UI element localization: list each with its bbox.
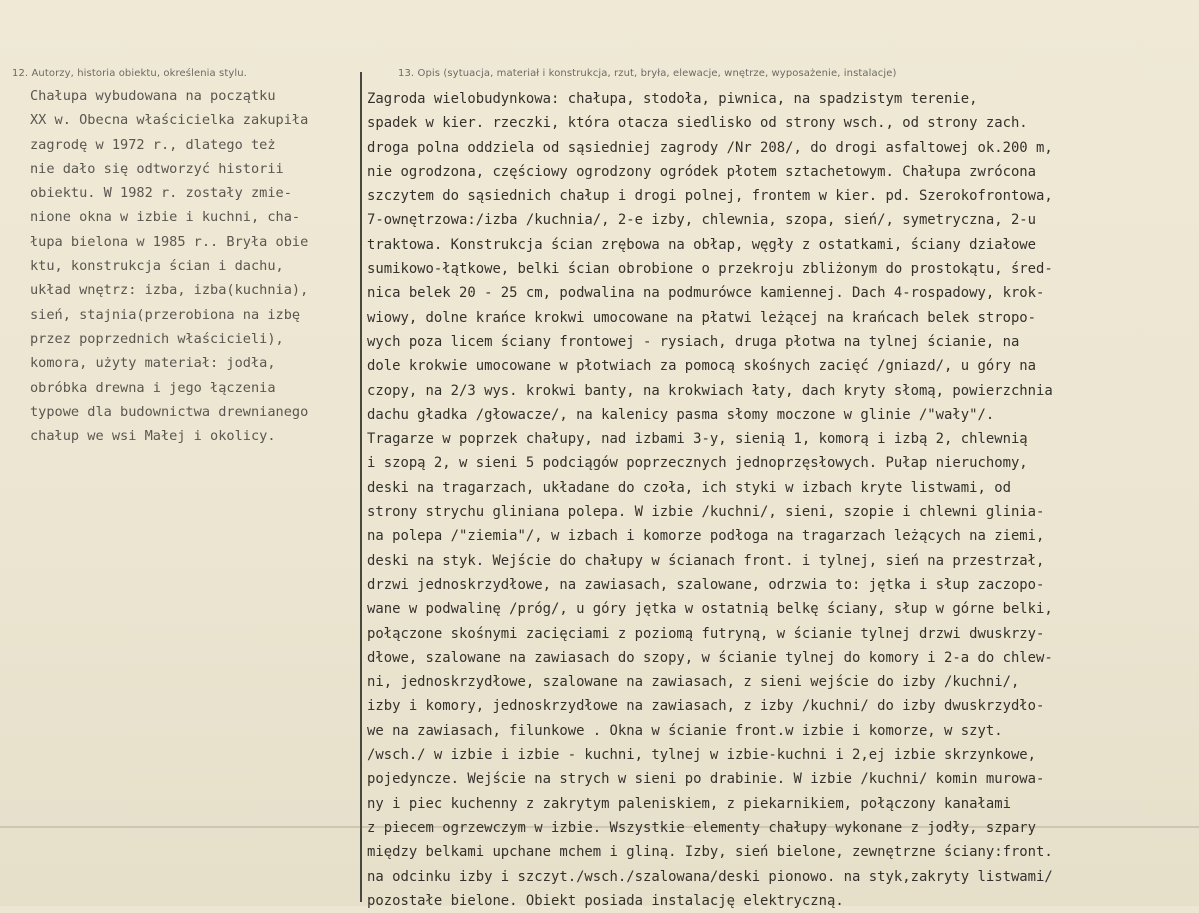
text-line: nione okna w izbie i kuchni, cha-	[30, 209, 301, 226]
text-line: Tragarze w poprzek chałupy, nad izbami 3-y, sienią 1, komorą i izbą 2, chlewnią	[367, 431, 1028, 448]
text-line: z piecem ogrzewczym w izbie. Wszystkie elementy chałupy wykonane z jodły, szpary	[367, 819, 1037, 836]
text-line: izby i komory, jednoskrzydłowe na zawiasach, z izby /kuchni/ do izby dwuskrzydło-	[367, 698, 1045, 715]
text-line: typowe dla budownictwa drewnianego	[30, 403, 309, 420]
text-line: i szopą 2, w sieni 5 podciągów poprzecznych jednoprzęsłowych. Pułap nieruchomy,	[367, 455, 1028, 472]
text-line: na polepa /"ziemia"/, w izbach i komorze podłoga na tragarzach leżących na ziemi,	[367, 528, 1045, 545]
text-line: traktowa. Konstrukcja ścian zrębowa na obłap, węgły z ostatkami, ściany działowe	[367, 236, 1037, 253]
text-line: sień, stajnia(przerobiona na izbę	[30, 306, 301, 323]
text-line: ny i piec kuchenny z zakrytym paleniskiem, z piekarnikiem, połączony kanałami	[367, 795, 1011, 812]
text-line: droga polna oddziela od sąsiedniej zagrody /Nr 208/, do drogi asfaltowej ok.200 m,	[367, 139, 1053, 156]
text-line: połączone skośnymi zacięciami z poziomą futryną, w ścianie tylnej drzwi dwuskrzy-	[367, 625, 1045, 642]
text-line: dachu gładka /głowacze/, na kalenicy pasma słomy moczone w glinie /"wały"/.	[367, 406, 995, 423]
text-line: spadek w kier. rzeczki, która otacza siedlisko od strony wsch., od strony zach.	[367, 115, 1028, 132]
text-line: Chałupa wybudowana na początku	[30, 88, 276, 104]
right-section-header: 13. Opis (sytuacja, materiał i konstrukcja, rzut, bryła, elewacje, wnętrze, wyposażenie, instalacje)	[398, 68, 897, 79]
text-line: wych poza licem ściany frontowej - rysiach, druga płotwa na tylnej ścianie, na	[367, 333, 1020, 350]
text-line: wane w podwalinę /próg/, u góry jętka w ostatnią belkę ściany, słup w górne belki,	[367, 601, 1053, 618]
text-line: nie dało się odtworzyć historii	[30, 160, 284, 177]
text-line: we na zawiasach, filunkowe . Okna w ścianie front.w izbie i komorze, w szyt.	[367, 722, 1003, 739]
text-line: między belkami upchane mchem i gliną. Izby, sień bielone, zewnętrzne ściany:front.	[367, 844, 1053, 861]
text-line: strony strychu gliniana polepa. W izbie /kuchni/, sieni, szopie i chlewni glinia-	[367, 504, 1045, 521]
text-line: czopy, na 2/3 wys. krokwi banty, na krokwiach łaty, dach kryty słomą, powierzchnia	[367, 382, 1053, 399]
text-line: zagrodę w 1972 r., dlatego też	[30, 136, 276, 153]
text-line: nica belek 20 - 25 cm, podwalina na podmurówce kamiennej. Dach 4-rospadowy, krok-	[367, 285, 1045, 302]
text-line: nie ogrodzona, częściowy ogrodzony ogródek płotem sztachetowym. Chałupa zwrócona	[367, 163, 1037, 180]
column-divider	[360, 72, 362, 902]
text-line: obróbka drewna i jego łączenia	[30, 379, 276, 396]
text-line: na odcinku izby i szczyt./wsch./szalowana/deski pionowo. na styk,zakryty listwami/	[367, 868, 1053, 885]
description-text-column	[367, 87, 1053, 913]
text-line: XX w. Obecna właścicielka zakupiła	[30, 112, 309, 129]
text-line: układ wnętrz: izba, izba(kuchnia),	[30, 282, 309, 299]
text-line: ni, jednoskrzydłowe, szalowane na zawiasach, z sieni wejście do izby /kuchni/,	[367, 674, 1020, 691]
history-text-column	[30, 84, 308, 448]
text-line: Zagroda wielobudynkowa: chałupa, stodoła, piwnica, na spadzistym terenie,	[367, 91, 978, 107]
text-line: pozostałe bielone. Obiekt posiada instalację elektryczną.	[367, 892, 844, 909]
text-line: pojedyncze. Wejście na strych w sieni po drabinie. W izbie /kuchni/ komin murowa-	[367, 771, 1045, 788]
text-line: /wsch./ w izbie i izbie - kuchni, tylnej w izbie-kuchni i 2,ej izbie skrzynkowe,	[367, 747, 1037, 764]
text-line: chałup we wsi Małej i okolicy.	[30, 428, 276, 445]
text-line: wiowy, dolne krańce krokwi umocowane na płatwi leżącej na krańcach belek stropo-	[367, 309, 1037, 326]
text-line: 7-ownętrzowa:/izba /kuchnia/, 2-e izby, chlewnia, szopa, sień/, symetryczna, 2-u	[367, 212, 1037, 229]
text-line: drzwi jednoskrzydłowe, na zawiasach, szalowane, odrzwia to: jętka i słup zaczopo-	[367, 576, 1045, 593]
text-line: przez poprzednich właścicieli),	[30, 330, 284, 347]
text-line: deski na styk. Wejście do chałupy w ścianach front. i tylnej, sień na przestrzał,	[367, 552, 1045, 569]
text-line: sumikowo-łątkowe, belki ścian obrobione o przekroju zbliżonym do prostokątu, śred-	[367, 261, 1053, 278]
left-section-header: 12. Autorzy, historia obiektu, określenia stylu.	[12, 68, 247, 79]
text-line: łupa bielona w 1985 r.. Bryła obie	[30, 233, 309, 250]
text-line: dole krokwie umocowane w płotwiach za pomocą skośnych zacięć /gniazd/, u góry na	[367, 358, 1037, 375]
text-line: szczytem do sąsiednich chałup i drogi polnej, frontem w kier. pd. Szerokofrontowa,	[367, 188, 1053, 205]
text-line: obiektu. W 1982 r. zostały zmie-	[30, 185, 292, 202]
text-line: deski na tragarzach, układane do czoła, ich styki w izbach kryte listwami, od	[367, 479, 1011, 496]
text-line: dłowe, szalowane na zawiasach do szopy, w ścianie tylnej do komory i 2-a do chlew-	[367, 649, 1053, 666]
text-line: komora, użyty materiał: jodła,	[30, 355, 276, 372]
text-line: ktu, konstrukcja ścian i dachu,	[30, 258, 284, 275]
